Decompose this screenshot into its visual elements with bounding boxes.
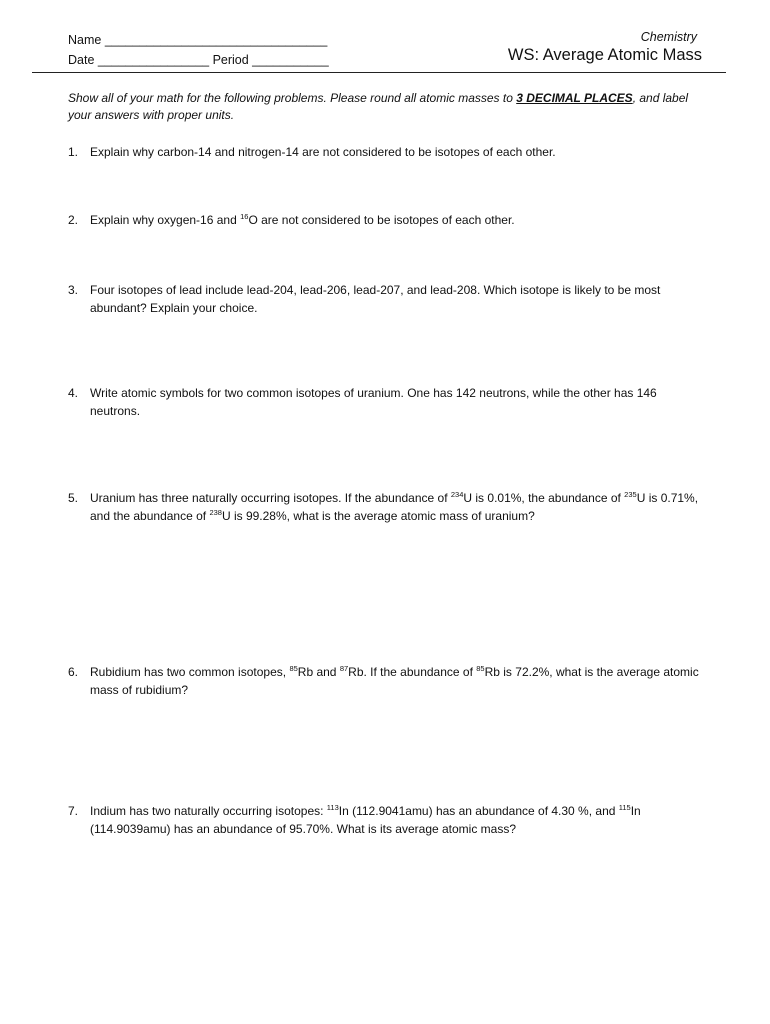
question-text	[90, 211, 708, 229]
question-number: 1.	[68, 145, 79, 159]
question-text	[90, 663, 708, 699]
question-text-run: U is 99.28%, what is the average atomic mass of uranium?	[221, 509, 535, 523]
mass-number-superscript: 16	[240, 212, 249, 221]
question-1	[68, 143, 708, 161]
question-text-run: Uranium has three naturally occurring isotopes. If the abundance of	[90, 491, 451, 505]
mass-number-superscript: 113	[326, 803, 339, 812]
instructions	[68, 90, 708, 124]
question-text-run: Indium has two naturally occurring isotopes:	[90, 804, 327, 818]
question-text-run: In (114.9039amu) has an abundance of 95.70%. What is its average atomic mass?	[90, 804, 641, 836]
question-number: 2.	[68, 213, 79, 227]
header-divider	[32, 72, 726, 73]
question-text	[90, 802, 708, 838]
question-number: 4.	[68, 386, 79, 400]
mass-number-superscript: 234	[450, 490, 464, 499]
question-text	[90, 384, 708, 420]
date-period-line: Date ________________ Period ___________	[68, 53, 329, 67]
question-7	[68, 802, 708, 838]
student-info-block	[68, 30, 329, 70]
mass-number-superscript: 85	[289, 664, 298, 673]
question-number: 6.	[68, 665, 79, 679]
question-text	[90, 489, 708, 525]
question-text-run: Rb and	[297, 665, 340, 679]
instructions-emphasis: 3 DECIMAL PLACES	[516, 91, 633, 105]
mass-number-superscript: 238	[209, 508, 222, 517]
question-text	[90, 281, 708, 317]
mass-number-superscript: 115	[618, 803, 631, 812]
question-text	[90, 143, 708, 161]
subject-label: Chemistry	[640, 30, 697, 44]
mass-number-superscript: 85	[476, 664, 485, 673]
instructions-text-before: Show all of your math for the following problems. Please round all atomic masses to	[68, 91, 517, 105]
question-text-run: Rb is 72.2%, what is the average atomic mass of rubidium?	[90, 665, 699, 697]
question-number: 3.	[68, 283, 79, 297]
instructions-text-after: , and label your answers with proper units.	[68, 91, 689, 122]
question-text-run: Rubidium has two common isotopes,	[90, 665, 290, 679]
question-text-run: U is 0.71%, and the abundance of	[90, 491, 699, 523]
question-number: 7.	[68, 804, 79, 818]
question-text-run: Rb. If the abundance of	[348, 665, 477, 679]
name-line: Name ________________________________	[68, 33, 328, 47]
question-2	[68, 211, 708, 229]
question-text-run: Explain why carbon-14 and nitrogen-14 are not considered to be isotopes of each other.	[90, 145, 556, 159]
question-3	[68, 281, 708, 317]
question-6	[68, 663, 708, 699]
question-number: 5.	[68, 491, 79, 505]
mass-number-superscript: 235	[624, 490, 637, 499]
mass-number-superscript: 87	[339, 664, 349, 673]
question-text-run: Write atomic symbols for two common isotopes of uranium. One has 142 neutrons, while the other has 146 neutrons.	[90, 386, 657, 418]
worksheet-title: WS: Average Atomic Mass	[507, 46, 702, 64]
question-text-run: O are not considered to be isotopes of each other.	[248, 213, 515, 227]
question-text-run: Four isotopes of lead include lead-204, lead-206, lead-207, and lead-208. Which isotope is likely to be most abundant? Explain your choice.	[90, 283, 661, 315]
question-4	[68, 384, 708, 420]
question-5	[68, 489, 708, 525]
question-text-run: In (112.9041amu) has an abundance of 4.30 %, and	[338, 804, 619, 818]
question-text-run: U is 0.01%, the abundance of	[463, 491, 625, 505]
question-text-run: Explain why oxygen-16 and	[90, 213, 241, 227]
